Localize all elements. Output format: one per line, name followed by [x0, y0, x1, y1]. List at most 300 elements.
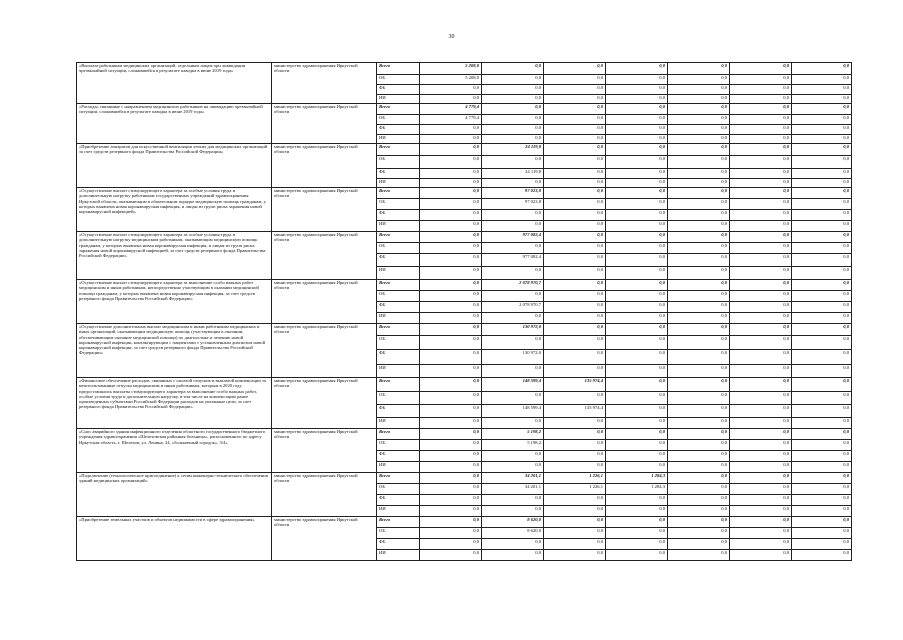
- amount-cell: 0,0: [730, 63, 792, 75]
- amount-cell: 0,0: [420, 484, 482, 495]
- amount-cell: 0,0: [668, 95, 730, 104]
- funding-source-label: ОБ: [377, 75, 420, 85]
- amount-cell: 0,0: [544, 528, 606, 539]
- amount-cell: 0,0: [420, 95, 482, 104]
- amount-cell: 0,0: [606, 418, 668, 429]
- amount-cell: 0,0: [420, 405, 482, 418]
- amount-cell: 0,0: [482, 125, 544, 135]
- amount-cell: 0,0: [668, 210, 730, 221]
- table-row-total: [77, 144, 852, 156]
- funding-source-label: ОБ: [377, 156, 420, 169]
- amount-cell: 0,0: [482, 104, 544, 115]
- amount-cell: 0,0: [792, 232, 852, 243]
- amount-cell: 0,0: [792, 336, 852, 350]
- amount-cell: 0,0: [792, 539, 852, 550]
- amount-cell: 0,0: [420, 365, 482, 378]
- amount-cell: 0,0: [482, 418, 544, 429]
- amount-cell: 0,0: [544, 179, 606, 188]
- funding-source-label: ФБ: [377, 451, 420, 462]
- amount-cell: 0,0: [606, 280, 668, 291]
- amount-cell: 0,0: [730, 243, 792, 254]
- amount-cell: 0,0: [606, 169, 668, 179]
- amount-cell: 0,0: [606, 405, 668, 418]
- amount-cell: 0,0: [606, 115, 668, 125]
- amount-cell: 34 201,1: [482, 484, 544, 495]
- funding-source-label: ФБ: [377, 539, 420, 550]
- amount-cell: 0,0: [730, 179, 792, 188]
- funding-source-label: ИИ: [377, 506, 420, 517]
- amount-cell: 130 972,0: [482, 350, 544, 365]
- table-row-total: [77, 473, 852, 484]
- responsible-executor: министерство здравоохранения Иркутской области: [272, 429, 377, 473]
- funding-source-label: ИИ: [377, 135, 420, 144]
- amount-cell: 0,0: [668, 473, 730, 484]
- amount-cell: 0,0: [420, 210, 482, 221]
- amount-cell: 0,0: [544, 210, 606, 221]
- amount-cell: 0,0: [668, 302, 730, 313]
- amount-cell: 0,0: [482, 63, 544, 75]
- amount-cell: 0,0: [606, 350, 668, 365]
- amount-cell: 0,0: [482, 210, 544, 221]
- amount-cell: 0,0: [544, 232, 606, 243]
- amount-cell: 0,0: [792, 115, 852, 125]
- amount-cell: 0,0: [730, 291, 792, 302]
- amount-cell: 0,0: [668, 243, 730, 254]
- table-row-total: [77, 188, 852, 199]
- amount-cell: 8 620,0: [482, 528, 544, 539]
- amount-cell: 0,0: [668, 350, 730, 365]
- funding-source-label: ФБ: [377, 169, 420, 179]
- amount-cell: 0,0: [730, 144, 792, 156]
- amount-cell: 0,0: [606, 125, 668, 135]
- amount-cell: 0,0: [420, 392, 482, 405]
- table-row-total: [77, 63, 852, 75]
- amount-cell: 0,0: [544, 302, 606, 313]
- amount-cell: 0,0: [668, 365, 730, 378]
- amount-cell: 1 226,1: [544, 484, 606, 495]
- amount-cell: 0,0: [420, 156, 482, 169]
- amount-cell: 0,0: [606, 528, 668, 539]
- funding-source-label: ОБ: [377, 199, 420, 210]
- responsible-executor: министерство здравоохранения Иркутской области: [272, 324, 377, 378]
- amount-cell: 0,0: [482, 75, 544, 85]
- funding-source-label: ОБ: [377, 115, 420, 125]
- amount-cell: 0,0: [792, 135, 852, 144]
- amount-cell: 0,0: [792, 440, 852, 451]
- amount-cell: 0,0: [420, 350, 482, 365]
- funding-source-label: ФБ: [377, 405, 420, 418]
- amount-cell: 0,0: [668, 156, 730, 169]
- amount-cell: 0,0: [668, 291, 730, 302]
- amount-cell: 0,0: [606, 188, 668, 199]
- amount-cell: 0,0: [606, 550, 668, 561]
- amount-cell: 0,0: [482, 462, 544, 473]
- amount-cell: 0,0: [544, 144, 606, 156]
- amount-cell: 0,0: [668, 429, 730, 440]
- amount-cell: 0,0: [730, 95, 792, 104]
- amount-cell: 0,0: [420, 473, 482, 484]
- funding-source-label: ФБ: [377, 125, 420, 135]
- funding-source-label: ФБ: [377, 350, 420, 365]
- amount-cell: 0,0: [420, 517, 482, 528]
- amount-cell: 0,0: [792, 378, 852, 392]
- amount-cell: 0,0: [482, 115, 544, 125]
- responsible-executor: министерство здравоохранения Иркутской области: [272, 144, 377, 188]
- amount-cell: 0,0: [420, 429, 482, 440]
- amount-cell: 34 201,1: [482, 473, 544, 484]
- amount-cell: 24 119,8: [482, 169, 544, 179]
- amount-cell: 0,0: [792, 302, 852, 313]
- amount-cell: 0,0: [668, 392, 730, 405]
- amount-cell: 0,0: [544, 313, 606, 324]
- amount-cell: 0,0: [420, 539, 482, 550]
- amount-cell: 0,0: [730, 169, 792, 179]
- amount-cell: 0,0: [544, 336, 606, 350]
- amount-cell: 0,0: [544, 324, 606, 336]
- amount-cell: 0,0: [606, 75, 668, 85]
- responsible-executor: министерство здравоохранения Иркутской области: [272, 63, 377, 104]
- amount-cell: 0,0: [606, 495, 668, 506]
- amount-cell: 0,0: [668, 254, 730, 267]
- amount-cell: 0,0: [792, 429, 852, 440]
- amount-cell: 0,0: [544, 75, 606, 85]
- amount-cell: 0,0: [792, 495, 852, 506]
- funding-source-label: ИИ: [377, 221, 420, 232]
- amount-cell: 0,0: [792, 156, 852, 169]
- amount-cell: 0,0: [730, 392, 792, 405]
- funding-source-label: Всего: [377, 378, 420, 392]
- amount-cell: 0,0: [792, 392, 852, 405]
- amount-cell: 0,0: [792, 221, 852, 232]
- amount-cell: 0,0: [668, 517, 730, 528]
- funding-source-label: ИИ: [377, 550, 420, 561]
- table-row-total: [77, 429, 852, 440]
- table-row-total: [77, 324, 852, 336]
- amount-cell: 0,0: [730, 440, 792, 451]
- amount-cell: 0,0: [668, 232, 730, 243]
- amount-cell: 0,0: [668, 528, 730, 539]
- amount-cell: 0,0: [792, 85, 852, 95]
- amount-cell: 0,0: [606, 156, 668, 169]
- amount-cell: 0,0: [544, 280, 606, 291]
- amount-cell: 0,0: [606, 179, 668, 188]
- amount-cell: 0,0: [668, 462, 730, 473]
- amount-cell: 0,0: [792, 188, 852, 199]
- amount-cell: 5 208,0: [420, 63, 482, 75]
- amount-cell: 0,0: [730, 506, 792, 517]
- amount-cell: 0,0: [792, 484, 852, 495]
- amount-cell: 0,0: [792, 405, 852, 418]
- amount-cell: 97 023,8: [482, 199, 544, 210]
- amount-cell: 0,0: [544, 517, 606, 528]
- amount-cell: 0,0: [668, 135, 730, 144]
- amount-cell: 0,0: [482, 539, 544, 550]
- amount-cell: 0,0: [606, 254, 668, 267]
- amount-cell: 0,0: [730, 267, 792, 280]
- amount-cell: 0,0: [482, 95, 544, 104]
- amount-cell: 0,0: [668, 378, 730, 392]
- amount-cell: 0,0: [792, 75, 852, 85]
- amount-cell: 0,0: [544, 156, 606, 169]
- amount-cell: 0,0: [544, 451, 606, 462]
- table-row-total: [77, 104, 852, 115]
- amount-cell: 0,0: [482, 550, 544, 561]
- funding-source-label: ОБ: [377, 484, 420, 495]
- amount-cell: 0,0: [482, 156, 544, 169]
- amount-cell: 0,0: [544, 169, 606, 179]
- amount-cell: 135 974,4: [544, 378, 606, 392]
- funding-source-label: ИИ: [377, 462, 420, 473]
- amount-cell: 0,0: [482, 267, 544, 280]
- amount-cell: 0,0: [544, 115, 606, 125]
- amount-cell: 0,0: [420, 125, 482, 135]
- amount-cell: 0,0: [544, 506, 606, 517]
- amount-cell: 0,0: [482, 85, 544, 95]
- amount-cell: 5 208,0: [420, 75, 482, 85]
- amount-cell: 0,0: [544, 254, 606, 267]
- amount-cell: 0,0: [730, 199, 792, 210]
- amount-cell: 0,0: [730, 495, 792, 506]
- amount-cell: 0,0: [606, 210, 668, 221]
- amount-cell: 0,0: [420, 302, 482, 313]
- amount-cell: 977 082,4: [482, 254, 544, 267]
- responsible-executor: министерство здравоохранения Иркутской области: [272, 104, 377, 144]
- amount-cell: 0,0: [668, 280, 730, 291]
- amount-cell: 0,0: [606, 95, 668, 104]
- funding-source-label: ФБ: [377, 254, 420, 267]
- funding-source-label: Всего: [377, 232, 420, 243]
- funding-source-label: ФБ: [377, 495, 420, 506]
- amount-cell: 0,0: [420, 418, 482, 429]
- amount-cell: 1 284,3: [606, 473, 668, 484]
- amount-cell: 0,0: [420, 280, 482, 291]
- amount-cell: 0,0: [792, 291, 852, 302]
- amount-cell: 0,0: [606, 378, 668, 392]
- amount-cell: 0,0: [606, 221, 668, 232]
- responsible-executor: министерство здравоохранения Иркутской области: [272, 473, 377, 517]
- amount-cell: 0,0: [606, 336, 668, 350]
- amount-cell: 0,0: [668, 85, 730, 95]
- funding-source-label: ОБ: [377, 336, 420, 350]
- amount-cell: 0,0: [668, 440, 730, 451]
- amount-cell: 4 779,4: [420, 104, 482, 115]
- funding-source-label: Всего: [377, 280, 420, 291]
- amount-cell: 0,0: [544, 125, 606, 135]
- amount-cell: 0,0: [668, 451, 730, 462]
- amount-cell: 0,0: [420, 451, 482, 462]
- amount-cell: 0,0: [792, 169, 852, 179]
- amount-cell: 0,0: [482, 451, 544, 462]
- amount-cell: 0,0: [792, 324, 852, 336]
- budget-table-body: [77, 63, 852, 561]
- funding-source-label: ФБ: [377, 302, 420, 313]
- funding-source-label: ОБ: [377, 440, 420, 451]
- amount-cell: 0,0: [606, 365, 668, 378]
- amount-cell: 0,0: [544, 462, 606, 473]
- amount-cell: 0,0: [420, 550, 482, 561]
- funding-source-label: ИИ: [377, 313, 420, 324]
- table-row-total: [77, 232, 852, 243]
- amount-cell: 0,0: [730, 104, 792, 115]
- amount-cell: 0,0: [420, 336, 482, 350]
- amount-cell: 0,0: [606, 63, 668, 75]
- amount-cell: 0,0: [420, 85, 482, 95]
- amount-cell: 0,0: [668, 221, 730, 232]
- amount-cell: 0,0: [482, 495, 544, 506]
- amount-cell: 0,0: [792, 267, 852, 280]
- amount-cell: 0,0: [668, 125, 730, 135]
- amount-cell: 0,0: [482, 243, 544, 254]
- amount-cell: 0,0: [544, 85, 606, 95]
- event-description: «Осуществление выплат стимулирующего характера за особые условия труда и дополнительную нагрузку работникам государственных учреждений здравоохранения Иркутской области, оказывающим в обязательном порядке медицинскую помощь гражданам, у которых выявлена новая коронавирусная инфекция, и лицам из групп риска заражения новой коронавирусной инфекцией»: [77, 188, 272, 232]
- amount-cell: 0,0: [420, 188, 482, 199]
- funding-source-label: ИИ: [377, 365, 420, 378]
- amount-cell: 0,0: [668, 104, 730, 115]
- amount-cell: 0,0: [606, 429, 668, 440]
- amount-cell: 0,0: [544, 291, 606, 302]
- amount-cell: 0,0: [544, 104, 606, 115]
- amount-cell: 0,0: [482, 365, 544, 378]
- funding-source-label: ОБ: [377, 528, 420, 539]
- amount-cell: 977 082,4: [482, 232, 544, 243]
- funding-source-label: ИИ: [377, 179, 420, 188]
- amount-cell: 0,0: [792, 243, 852, 254]
- amount-cell: 0,0: [730, 188, 792, 199]
- amount-cell: 0,0: [792, 462, 852, 473]
- amount-cell: 8 620,0: [482, 517, 544, 528]
- amount-cell: 0,0: [668, 484, 730, 495]
- amount-cell: 0,0: [420, 179, 482, 188]
- amount-cell: 0,0: [606, 313, 668, 324]
- table-row-total: [77, 517, 852, 528]
- amount-cell: 0,0: [730, 484, 792, 495]
- amount-cell: 0,0: [544, 495, 606, 506]
- amount-cell: 0,0: [792, 506, 852, 517]
- amount-cell: 0,0: [606, 539, 668, 550]
- amount-cell: 0,0: [730, 280, 792, 291]
- amount-cell: 24 119,8: [482, 144, 544, 156]
- amount-cell: 0,0: [420, 254, 482, 267]
- amount-cell: 0,0: [730, 254, 792, 267]
- amount-cell: 135 974,4: [544, 405, 606, 418]
- amount-cell: 0,0: [730, 232, 792, 243]
- amount-cell: 0,0: [606, 267, 668, 280]
- funding-source-label: ОБ: [377, 291, 420, 302]
- amount-cell: 0,0: [792, 365, 852, 378]
- amount-cell: 0,0: [730, 350, 792, 365]
- amount-cell: 0,0: [668, 539, 730, 550]
- amount-cell: 0,0: [544, 539, 606, 550]
- amount-cell: 0,0: [730, 462, 792, 473]
- amount-cell: 0,0: [792, 254, 852, 267]
- funding-source-label: ОБ: [377, 243, 420, 254]
- amount-cell: 0,0: [668, 188, 730, 199]
- amount-cell: 0,0: [482, 135, 544, 144]
- amount-cell: 0,0: [606, 324, 668, 336]
- budget-table: [76, 62, 852, 561]
- amount-cell: 0,0: [544, 550, 606, 561]
- amount-cell: 0,0: [420, 324, 482, 336]
- responsible-executor: министерство здравоохранения Иркутской области: [272, 378, 377, 429]
- amount-cell: 0,0: [420, 135, 482, 144]
- amount-cell: 148 599,4: [482, 405, 544, 418]
- event-description: «Осуществление дополнительных выплат медицинским и иным работникам медицинских и иных организаций, оказывающим медицинскую помощь (участвующим в оказании, обеспечивающим оказание медицинской помощи) по диагностике и лечению новой коронавирусной инфекции, контактирующим с пациентами с установленным диагнозом новой коронавирусной инфекции, за счет средств резервного фонда Правительства Российской Федерации»: [77, 324, 272, 378]
- amount-cell: 0,0: [730, 135, 792, 144]
- amount-cell: 0,0: [730, 378, 792, 392]
- amount-cell: 0,0: [420, 169, 482, 179]
- amount-cell: 0,0: [792, 313, 852, 324]
- amount-cell: 130 972,0: [482, 324, 544, 336]
- page-number: 30: [448, 34, 455, 40]
- responsible-executor: министерство здравоохранения Иркутской области: [272, 517, 377, 561]
- amount-cell: 0,0: [730, 324, 792, 336]
- amount-cell: 0,0: [606, 291, 668, 302]
- amount-cell: 0,0: [482, 221, 544, 232]
- amount-cell: 0,0: [668, 495, 730, 506]
- amount-cell: 0,0: [544, 365, 606, 378]
- event-description: «Снос аварийного здания инфекционного отделения областного государственного бюджетного учреждения здравоохранения «Шелеховская районная больница», расположенного по адресу Иркутская область, г. Шелехов, ул. Ленина, 24, «больничный городок», 3/4»: [77, 429, 272, 473]
- amount-cell: 0,0: [668, 336, 730, 350]
- amount-cell: 0,0: [606, 135, 668, 144]
- amount-cell: 0,0: [668, 179, 730, 188]
- amount-cell: 0,0: [730, 418, 792, 429]
- amount-cell: 0,0: [668, 115, 730, 125]
- amount-cell: 0,0: [792, 517, 852, 528]
- event-description: «Расходы, связанные с направлением медицинских работников на ликвидацию чрезвычайной ситуации, сложившейся в результате паводка в июне 2019 года»: [77, 104, 272, 144]
- event-description: «Финансовое обеспечение расходов, связанных с оплатой отпусков и выплатой компенсации за неиспользованные отпуска медицинским и иным работникам, которым в 2020 году предоставлялись выплаты стимулирующего характера за выполнение особо важных работ, особые условия труда и дополнительную нагрузку, в том числе на компенсацию ранее произведенных субъектами Российской Федерации расходов на указанные цели, за счет резервного фонда Правительства Российской Федерации»: [77, 378, 272, 429]
- amount-cell: 0,0: [420, 506, 482, 517]
- amount-cell: 0,0: [792, 280, 852, 291]
- amount-cell: 0,0: [606, 199, 668, 210]
- funding-source-label: Всего: [377, 324, 420, 336]
- amount-cell: 0,0: [792, 95, 852, 104]
- amount-cell: 0,0: [420, 267, 482, 280]
- amount-cell: 0,0: [792, 210, 852, 221]
- funding-source-label: Всего: [377, 63, 420, 75]
- amount-cell: 0,0: [544, 188, 606, 199]
- amount-cell: 0,0: [730, 473, 792, 484]
- amount-cell: 0,0: [730, 365, 792, 378]
- amount-cell: 0,0: [606, 392, 668, 405]
- amount-cell: 0,0: [668, 506, 730, 517]
- amount-cell: 0,0: [730, 221, 792, 232]
- amount-cell: 0,0: [420, 243, 482, 254]
- amount-cell: 0,0: [730, 550, 792, 561]
- funding-source-label: ИИ: [377, 95, 420, 104]
- amount-cell: 0,0: [606, 243, 668, 254]
- event-description: «Подключение (технологическое присоединение) к сетям инженерно-технического обеспечения зданий медицинских организаций»: [77, 473, 272, 517]
- responsible-executor: министерство здравоохранения Иркутской области: [272, 280, 377, 324]
- amount-cell: 0,0: [730, 210, 792, 221]
- amount-cell: 0,0: [544, 267, 606, 280]
- amount-cell: 0,0: [668, 324, 730, 336]
- amount-cell: 0,0: [606, 440, 668, 451]
- amount-cell: 0,0: [482, 179, 544, 188]
- amount-cell: 148 599,4: [482, 378, 544, 392]
- amount-cell: 0,0: [730, 156, 792, 169]
- amount-cell: 0,0: [420, 462, 482, 473]
- event-description: «Приобретение земельных участков и объектов недвижимости в сфере здравоохранения»: [77, 517, 272, 561]
- amount-cell: 0,0: [668, 313, 730, 324]
- amount-cell: 0,0: [668, 63, 730, 75]
- amount-cell: 0,0: [668, 418, 730, 429]
- event-description: «Осуществление выплат стимулирующего характера за выполнение особо важных работ медицинским и иным работникам, непосредственно участвующим в оказании медицинской помощи гражданам, у которых выявлена новая коронавирусная инфекция, за счет средств резервного фонда Правительства Российской Федерации»: [77, 280, 272, 324]
- amount-cell: 0,0: [544, 429, 606, 440]
- amount-cell: 0,0: [420, 528, 482, 539]
- amount-cell: 0,0: [730, 528, 792, 539]
- amount-cell: 2 078 970,7: [482, 280, 544, 291]
- amount-cell: 0,0: [544, 418, 606, 429]
